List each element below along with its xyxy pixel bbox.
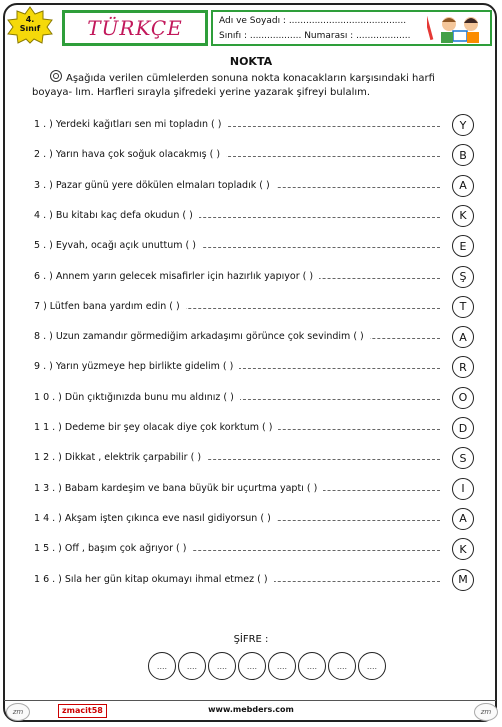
question-text: 1 5 . ) Off , başım çok ağrıyor ( ) [34,543,192,554]
answer-letter-circle[interactable]: M [452,569,474,591]
grade-number: 4. [25,15,35,24]
grade-text [6,15,54,33]
grade-label: Sınıf [19,24,41,33]
answer-letter-circle[interactable]: T [452,296,474,318]
question-text: 2 . ) Yarın hava çok soğuk olacakmış ( ) [34,149,226,160]
instruction-text: Aşağıda verilen cümlelerden sonuna nokta konacakların karşısındaki harfi boyaya- lım. Harfleri sırayla şifredeki yerine yazarak şifreyi bulalım. [32,73,435,98]
question-row [34,569,474,593]
question-row [34,205,474,229]
answer-letter-circle[interactable]: O [452,387,474,409]
question-text: 1 0 . ) Dün çıktığınızda bunu mu aldınız ( ) [34,392,240,403]
subject-title: TÜRKÇE [87,16,183,40]
footer-logo-right-icon: zm [474,703,498,721]
question-text: 1 1 . ) Dedeme bir şey olacak diye çok korktum ( ) [34,422,278,433]
footer-divider [4,700,496,701]
question-text: 1 2 . ) Dikkat , elektrik çarpabilir ( ) [34,452,207,463]
question-row [34,447,474,471]
question-text: 1 6 . ) Sıla her gün kitap okumayı ihmal etmez ( ) [34,574,274,585]
question-row [34,175,474,199]
kids-reading-icon [427,12,487,44]
grade-badge [6,6,54,44]
question-text: 4 . ) Bu kitabı kaç defa okudun ( ) [34,210,199,221]
question-row [34,114,474,138]
question-row [34,235,474,259]
question-row [34,144,474,168]
cipher-slot[interactable]: .... [328,652,356,680]
instruction-paragraph [32,70,472,100]
cipher-slot[interactable]: .... [268,652,296,680]
question-text: 1 4 . ) Akşam işten çıkınca eve nasıl gidiyorsun ( ) [34,513,277,524]
author-badge: zmacit58 [58,704,107,718]
answer-letter-circle[interactable]: I [452,478,474,500]
question-row [34,417,474,441]
answer-letter-circle[interactable]: B [452,144,474,166]
question-text: 8 . ) Uzun zamandır görmediğim arkadaşımı görünce çok sevindim ( ) [34,331,370,342]
question-row [34,387,474,411]
question-text: 1 . ) Yerdeki kağıtları sen mi topladın ( ) [34,119,228,130]
answer-letter-circle[interactable]: K [452,205,474,227]
cipher-slot[interactable]: .... [238,652,266,680]
cipher-slot[interactable]: .... [208,652,236,680]
answer-letter-circle[interactable]: R [452,356,474,378]
question-text: 6 . ) Annem yarın gelecek misafirler için hazırlık yapıyor ( ) [34,271,319,282]
subject-title-box [62,10,208,46]
question-text: 3 . ) Pazar günü yere dökülen elmaları topladık ( ) [34,180,276,191]
class-number-field[interactable]: Sınıfı : .................. Numarası : ................... [219,31,411,41]
answer-letter-circle[interactable]: A [452,508,474,530]
question-text: 1 3 . ) Babam kardeşim ve bana büyük bir uçurtma yaptı ( ) [34,483,323,494]
answer-letter-circle[interactable]: D [452,417,474,439]
question-text: 5 . ) Eyvah, ocağı açık unuttum ( ) [34,240,202,251]
cipher-label: ŞİFRE : [233,634,269,645]
question-text: 9 . ) Yarın yüzmeye hep birlikte gidelim ( ) [34,361,239,372]
question-text: 7 ) Lütfen bana yardım edin ( ) [34,301,186,312]
answer-letter-circle[interactable]: Y [452,114,474,136]
answer-letter-circle[interactable]: S [452,447,474,469]
cipher-slot[interactable]: .... [358,652,386,680]
answer-letter-circle[interactable]: K [452,538,474,560]
cipher-slots [148,652,388,680]
student-info-box [211,10,492,46]
cipher-slot[interactable]: .... [178,652,206,680]
question-row [34,538,474,562]
question-row [34,508,474,532]
question-row [34,326,474,350]
answer-letter-circle[interactable]: E [452,235,474,257]
question-row [34,356,474,380]
site-link[interactable]: www.mebders.com [208,705,294,714]
answer-letter-circle[interactable]: A [452,326,474,348]
answer-letter-circle[interactable]: A [452,175,474,197]
footer-logo-left-icon: zm [6,703,30,721]
name-field[interactable]: Adı ve Soyadı : ......................................... [219,16,407,26]
question-row [34,478,474,502]
question-row [34,266,474,290]
answer-letter-circle[interactable]: Ş [452,266,474,288]
cipher-slot[interactable]: .... [298,652,326,680]
flower-bullet-icon [50,70,62,82]
cipher-slot[interactable]: .... [148,652,176,680]
worksheet-heading: NOKTA [229,55,273,68]
question-row [34,296,474,320]
